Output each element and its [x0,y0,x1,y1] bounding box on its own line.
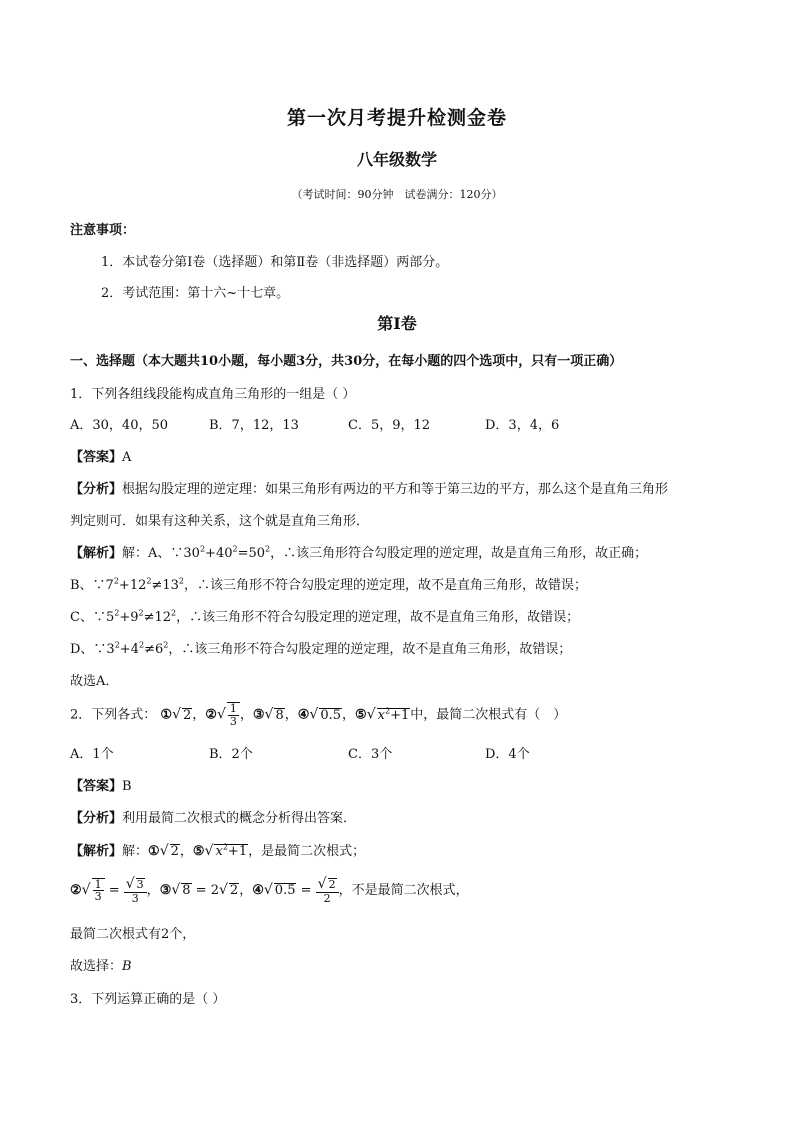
q2-solution-4 [70,955,132,974]
notice-item: 2．考试范围：第十六~十七章。 [101,286,290,301]
solution-text: ，不是最简二次根式， [338,883,469,899]
radicand: 0.5 [320,707,342,723]
q1-conclusion: 故选A． [70,674,119,689]
solution-text: ，是最简二次根式； [248,844,366,859]
q1-solution-c [70,606,579,625]
superscript: 2 [178,576,184,586]
circled-2: ② [205,707,217,723]
q2-solution-2 [70,877,469,904]
solution-text: C、∵5 [70,610,115,625]
notice-item: 1．本试卷分第Ⅰ卷（选择题）和第Ⅱ卷（非选择题）两部分。 [101,255,449,270]
radical-sign: √ [216,706,226,723]
solution-label: 【解析】 [70,844,123,859]
fraction [228,703,239,727]
solution-text: ≠6 [144,642,164,657]
circled-4: ④ [252,883,264,899]
heading-suffix: ） [609,354,623,369]
solution-text: ≠13 [151,578,179,593]
q2-solution-3: 最简二次根式有2个， [70,927,196,942]
equals-sign: = [296,883,316,899]
denominator: 3 [94,890,102,904]
denominator: 3 [229,714,237,728]
analysis-label: 【分析】 [70,482,123,497]
superscript: 2 [163,640,169,650]
radical-sign: √ [309,706,319,723]
radicand: 2 [229,883,239,899]
q1-option-d: D．3，4，6 [485,418,560,433]
radicand: 8 [182,883,191,899]
radical-sign: √ [219,882,228,899]
heading-prefix: 一、选择题（ [70,354,149,369]
circled-1: ① [148,844,160,859]
section-heading [70,350,622,369]
solution-text: ，∴该三角形符合勾股定理的逆定理，故是直角三角形，故正确； [270,546,648,561]
radical-sign: √ [159,843,169,859]
variable: x [377,707,385,723]
circled-4: ④ [297,707,310,723]
comma: ， [179,844,193,859]
denominator: 2 [323,891,331,905]
solution-text: 解：A、∵30 [122,546,200,561]
q1-solution-a [70,542,647,561]
q1-option-a: A．30，40，50 [70,418,169,433]
numerator: 1 [229,702,237,715]
circled-2: ② [70,883,82,899]
radicand: 2 [183,707,192,723]
q1-option-c: C．5，9，12 [348,418,431,433]
superscript: 2 [138,640,145,650]
radical-sign: √ [125,876,135,892]
q2-option-d: D．4个 [485,747,530,762]
radical-sign: √ [204,843,214,859]
solution-text: +40 [205,546,233,561]
solution-text: ，∴该三角形不符合勾股定理的逆定理，故不是直角三角形，故错误； [168,642,572,657]
q1-stem: 1．下列各组线段能构成直角三角形的一组是（ ） [70,387,356,402]
stem-text: 中，最简二次根式有（ ） [410,707,567,723]
comma: ， [284,707,298,723]
superscript: 2 [384,706,391,716]
comma: ， [192,707,206,723]
answer-value: B [122,959,132,974]
heading-bold: 本大题共10小题，每小题3分，共30分，在每小题的四个选项中，只有一项正确 [148,354,610,369]
solution-text: ，∴该三角形不符合勾股定理的逆定理，故不是直角三角形，故错误； [183,578,587,593]
notice-title: 注意事项： [70,223,136,238]
q1-solution-d [70,638,571,657]
analysis-text: 利用最简二次根式的概念分析得出答案． [122,811,357,826]
superscript: 2 [113,576,119,586]
q1-answer [70,446,131,465]
radical-sign: √ [81,882,91,899]
radicand: 3 [136,878,144,891]
circled-3: ③ [159,883,172,899]
radical-sign: √ [317,876,327,892]
solution-text: ，∴该三角形不符合勾股定理的逆定理，故不是直角三角形，故错误； [176,610,580,625]
comma: ， [239,883,253,899]
radicand: +1 [227,844,248,859]
superscript: 2 [146,576,152,586]
q1-solution-b [70,574,587,593]
superscript: 2 [222,842,228,852]
solution-text: B、∵7 [70,578,114,593]
radicand: 8 [275,707,284,723]
superscript: 2 [232,544,238,554]
coefficient: 2 [210,883,219,899]
superscript: 2 [199,544,206,554]
q2-answer [70,775,132,794]
q1-analysis [70,478,668,497]
solution-text: =50 [237,546,266,561]
radical-sign: √ [366,706,376,723]
exam-subtitle: 八年级数学 [356,150,437,169]
answer-value: A [122,450,132,465]
solution-text: +4 [119,642,139,657]
numerator: 1 [94,877,102,891]
equals-sign: = [191,883,211,899]
circled-1: ① [160,707,173,723]
comma: ， [146,883,160,899]
q2-stem [70,702,566,727]
fraction [316,877,339,904]
radicand: 2 [328,878,336,891]
superscript: 2 [265,544,271,554]
radical-sign: √ [263,882,273,899]
radical-sign: √ [172,706,181,723]
superscript: 2 [171,608,177,618]
radicand: +1 [390,707,410,723]
comma: ， [342,707,356,723]
solution-text: +12 [118,578,147,593]
analysis-text: 根据勾股定理的逆定理：如果三角形有两边的平方和等于第三边的平方，那么这个是直角三角形 [122,482,669,497]
q1-analysis-cont: 判定则可．如果有这种关系，这个就是直角三角形． [70,514,370,529]
radicand: 2 [170,844,179,859]
circled-3: ③ [252,707,265,723]
solution-text: 解： [122,844,149,859]
solution-text: ≠12 [143,610,172,625]
q2-option-c: C．3个 [348,747,393,762]
solution-label: 【解析】 [70,546,123,561]
answer-value: B [122,779,132,794]
answer-label: 【答案】 [70,779,123,794]
q3-stem: 3．下列运算正确的是（ ） [70,992,226,1007]
equals-sign: = [104,883,124,899]
q2-analysis [70,807,356,826]
circled-5: ⑤ [192,844,205,859]
exam-info: （考试时间：90分钟 试卷满分：120分） [291,188,503,201]
solution-text: 故选择： [70,959,123,974]
fraction [124,877,147,904]
analysis-label: 【分析】 [70,811,123,826]
radical-sign: √ [171,882,181,899]
exam-title: 第一次月考提升检测金卷 [286,107,507,129]
solution-text: D、∵3 [70,642,115,657]
section-title: 第Ⅰ卷 [377,314,417,333]
fraction [93,879,104,903]
denominator: 3 [131,891,139,905]
radicand: 0.5 [274,883,296,899]
superscript: 2 [114,640,120,650]
superscript: 2 [114,608,120,618]
comma: ， [239,707,253,723]
q2-option-b: B．2个 [209,747,253,762]
radical-sign: √ [264,706,274,723]
superscript: 2 [138,608,144,618]
solution-text: +9 [119,610,139,625]
circled-5: ⑤ [355,707,367,723]
q1-option-b: B．7，12，13 [209,418,299,433]
variable: x [215,844,223,859]
q2-option-a: A．1个 [70,747,114,762]
answer-label: 【答案】 [70,450,123,465]
stem-text: 2．下列各式： [70,707,157,723]
q2-solution-1 [70,840,365,859]
